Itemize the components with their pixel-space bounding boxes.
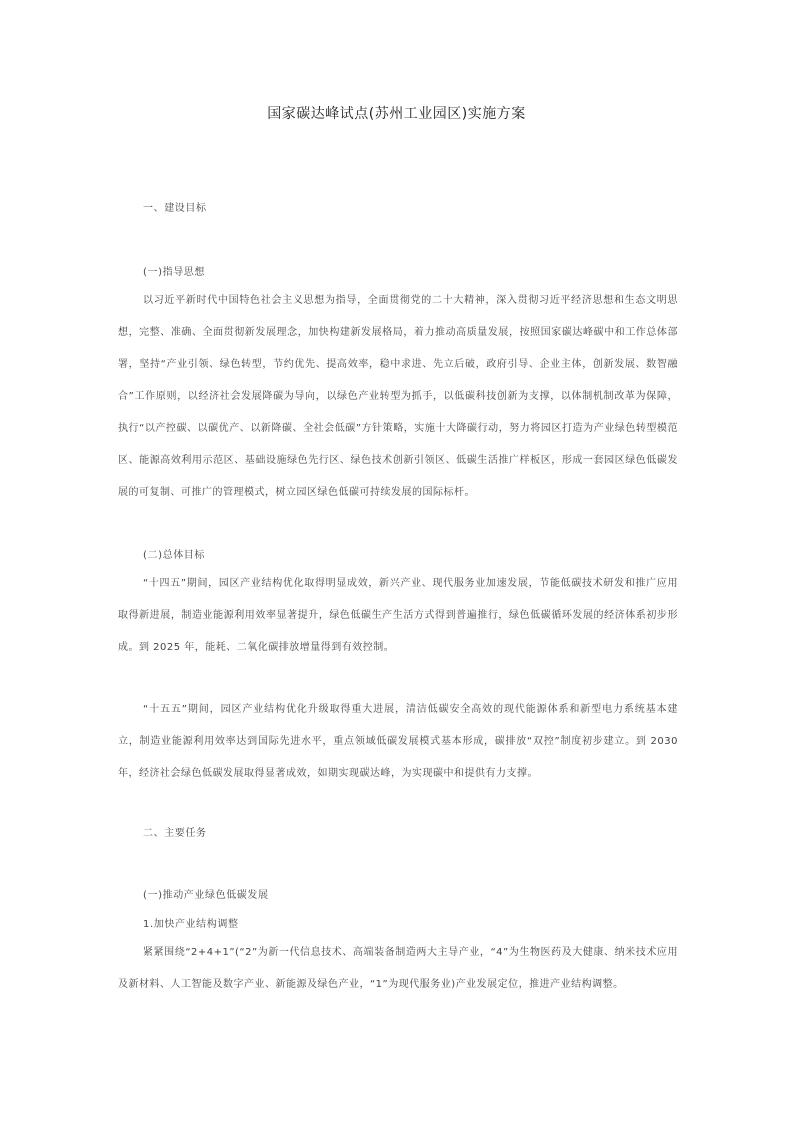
subsection-heading-green-industry: (一)推动产业绿色低碳发展 [143, 890, 269, 901]
document-title: 国家碳达峰试点(苏州工业园区)实施方案 [267, 106, 526, 122]
paragraph-15th-five-year-goals: “十五五”期间，园区产业结构优化升级取得重大进展，清洁低碳安全高效的现代能源体系和新型电力系统基本建立，制造业能源利用效率达到国际先进水平，重点领域低碳发展模式基本形成，碳排放“双控”制度初步建立。到 2030 年，经济社会绿色低碳发展取得显著成效，如期实现碳达峰，为实现碳中和提供有力支撑。 [118, 704, 678, 779]
section-heading-construction-goals: 一、建设目标 [143, 203, 207, 214]
paragraph-14th-five-year-goals: “十四五”期间，园区产业结构优化取得明显成效，新兴产业、现代服务业加速发展，节能低碳技术研发和推广应用取得新进展，制造业能源利用效率显著提升，绿色低碳生产生活方式得到普遍推行，绿色低碳循环发展的经济体系初步形成。到 2025 年，能耗、二氧化碳排放增量得到有效控制。 [118, 578, 678, 653]
subsection-heading-guiding-ideology: (一)指导思想 [143, 267, 206, 278]
item-heading-industrial-restructuring: 1.加快产业结构调整 [143, 919, 239, 930]
paragraph-guiding-ideology: 以习近平新时代中国特色社会主义思想为指导，全面贯彻党的二十大精神，深入贯彻习近平经济思想和生态文明思想，完整、准确、全面贯彻新发展理念，加快构建新发展格局，着力推动高质量发展，按照国家碳达峰碳中和工作总体部署，坚持“产业引领、绿色转型，节约优先、提高效率，稳中求进、先立后破，政府引导、企业主体，创新发展、数智融合”工作原则，以经济社会发展降碳为导向，以绿色产业转型为抓手，以低碳科技创新为支撑，以体制机制改革为保障，执行“以产控碳、以碳优产、以新降碳、全社会低碳”方针策略，实施十大降碳行动，努力将园区打造为产业绿色转型模范区、能源高效利用示范区、基础设施绿色先行区、绿色技术创新引领区、低碳生活推广样板区，形成一套园区绿色低碳发展的可复制、可推广的管理模式，树立园区绿色低碳可持续发展的国际标杆。 [118, 295, 678, 498]
paragraph-industrial-restructuring: 紧紧围绕“2+4+1”(“2”为新一代信息技术、高端装备制造两大主导产业，“4”为生物医药及大健康、纳米技术应用及新材料、人工智能及数字产业、新能源及绿色产业，“1”为现代服务业)产业发展定位，推进产业结构调整。 [118, 947, 678, 990]
subsection-heading-overall-goals: (二)总体目标 [143, 550, 206, 561]
section-heading-main-tasks: 二、主要任务 [143, 828, 207, 839]
